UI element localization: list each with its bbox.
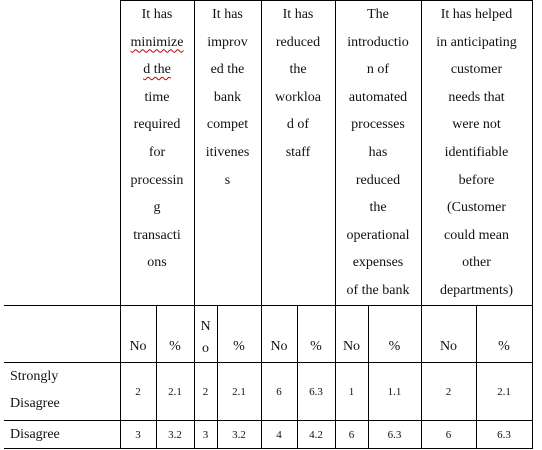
header-1-line-4: required [133,117,181,133]
header-5-line-6: before [458,172,495,188]
header-3-line-5: staff [285,144,311,160]
cell-value: 2.1 [476,363,532,421]
sub-no-2 [194,306,217,363]
header-1-line-6: processin [130,172,184,188]
header-1-line-3: time [144,89,170,105]
sub-pct-2: % [217,306,261,363]
cell-value: 2 [120,363,156,421]
header-3-line-1: reduced [275,34,321,50]
header-1-line-5: for [148,144,166,160]
cell-value: 1.1 [368,363,421,421]
sub-no-3: No [261,306,297,363]
table-row [4,421,532,449]
header-2-line-1: improv [207,34,248,50]
sub-no-1: No [120,306,156,363]
cell-value: 6 [335,421,368,449]
subheader-row [4,306,532,363]
header-row [4,1,532,306]
cell-value: 4.2 [297,421,335,449]
cell-value: 6 [421,421,476,449]
header-4-line-10: of the bank [346,282,410,298]
sub-pct-1: % [156,306,194,363]
header-1-line-0: It has [141,7,173,22]
sub-no-4: No [335,306,368,363]
header-3-line-2: the [289,62,307,78]
header-col-2 [194,1,261,306]
header-5-line-8: could mean [444,227,509,243]
cell-value: 2 [194,363,217,421]
cell-value: 3.2 [217,421,261,449]
header-4-line-8: operational [346,227,410,243]
cell-value: 2.1 [217,363,261,421]
cell-value: 3 [194,421,217,449]
header-1-line-7: g [153,200,161,216]
header-4-line-3: automated [348,89,408,105]
cell-value: 6.3 [368,421,421,449]
header-3-line-0: It has [282,7,314,22]
cell-value: 3 [120,421,156,449]
table-row [4,363,532,421]
header-4-line-6: reduced [355,172,401,188]
row-label-line: Disagree [10,427,60,442]
header-col-5 [421,1,532,306]
cell-value: 2.1 [156,363,194,421]
header-2-line-5: itivenes [205,144,250,160]
corner-cell [4,1,120,306]
sub-pct-3: % [297,306,335,363]
sub-no-2-char-1: o [202,341,209,356]
header-4-line-7: the [369,200,387,216]
header-col-4 [335,1,421,306]
sub-pct-5: % [476,306,532,363]
header-4-line-4: processes [351,117,405,133]
header-4-line-9: expenses [352,255,404,271]
survey-table-container [4,0,533,449]
cell-value: 6 [261,363,297,421]
sub-no-5: No [421,306,476,363]
cell-value: 2 [421,363,476,421]
row-label-disagree [4,421,120,449]
header-col-3 [261,1,335,306]
header-3-line-4: d of [286,117,310,133]
row-label-strongly-disagree [4,363,120,421]
header-4-line-5: has [368,144,388,160]
header-5-line-2: customer [450,62,503,78]
subheader-corner [4,306,120,363]
row-label-line: Disagree [10,396,60,411]
header-2-line-2: ed the [210,62,245,78]
header-5-line-1: in anticipating [436,34,517,50]
header-2-line-4: compet [206,117,249,133]
header-1-line-8: transacti [133,227,181,243]
header-5-line-0: It has helped [440,7,513,22]
row-label-line: Strongly [10,369,59,384]
header-4-line-0: The [367,7,389,22]
header-1-line-2 [121,56,194,84]
header-3-line-3: workloa [275,89,321,105]
header-5-line-7: (Customer [446,200,507,216]
header-5-line-3: needs that [448,89,505,105]
header-4-line-1: introductio [347,34,409,50]
header-col-1 [120,1,194,306]
header-1-line-1: minimize [130,34,184,50]
header-4-line-2: n of [366,62,390,78]
sub-pct-4: % [368,306,421,363]
survey-table [4,0,533,449]
cell-value: 6.3 [476,421,532,449]
sub-no-2-char-0: N [200,319,211,334]
header-2-line-3: bank [213,89,242,105]
header-2-line-6: s [224,172,231,188]
cell-value: 6.3 [297,363,335,421]
cell-value: 3.2 [156,421,194,449]
header-2-line-0: It has [212,7,243,22]
header-1-line-2-text: d the [143,62,171,78]
header-5-line-9: other [462,255,491,271]
header-5-line-5: identifiable [444,144,509,160]
cell-value: 4 [261,421,297,449]
header-5-line-10: departments) [439,282,514,298]
cell-value: 1 [335,363,368,421]
header-1-line-9: ons [147,255,167,271]
header-5-line-4: were not [452,117,501,133]
